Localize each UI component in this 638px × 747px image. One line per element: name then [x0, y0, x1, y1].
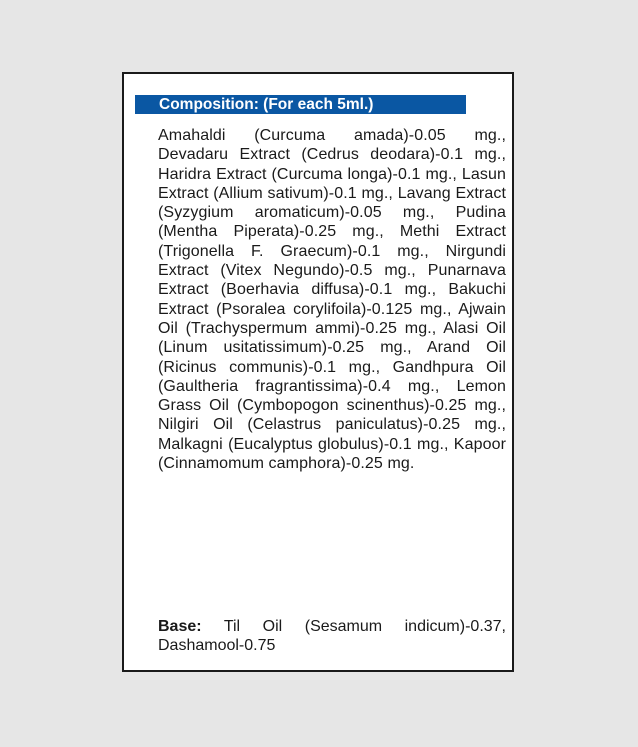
composition-label	[122, 72, 514, 672]
composition-heading: Composition: (For each 5ml.)	[135, 95, 466, 114]
base-text: Til Oil (Sesamum indicum)-0.37, Dashamool-0.75	[158, 618, 506, 655]
composition-text: Amahaldi (Curcuma amada)-0.05 mg., Devadaru Extract (Cedrus deodara)-0.1 mg., Haridra Extract (Curcuma longa)-0.1 mg., Lasun Extract (Allium sativum)-0.1 mg., Lavang Extract (Syzygium aromaticum)-0.05 mg., Pudina (Mentha Piperata)-0.25 mg., Methi Extract (Trigonella F. Graecum)-0.1 mg., Nirgundi Extract (Vitex Negundo)-0.5 mg., Punarnava Extract (Boerhavia diffusa)-0.1 mg., Bakuchi Extract (Psoralea corylifoila)-0.125 mg., Ajwain Oil (Trachyspermum ammi)-0.25 mg., Alasi Oil (Linum usitatissimum)-0.25 mg., Arand Oil (Ricinus communis)-0.1 mg., Gandhpura Oil (Gaultheria fragrantissima)-0.4 mg., Lemon Grass Oil (Cymbopogon scinenthus)-0.25 mg., Nilgiri Oil (Celastrus paniculatus)-0.25 mg., Malkagni (Eucalyptus globulus)-0.1 mg., Kapoor (Cinnamomum camphora)-0.25 mg.	[158, 127, 506, 473]
base-label: Base:	[158, 618, 202, 635]
base-paragraph	[158, 617, 506, 656]
